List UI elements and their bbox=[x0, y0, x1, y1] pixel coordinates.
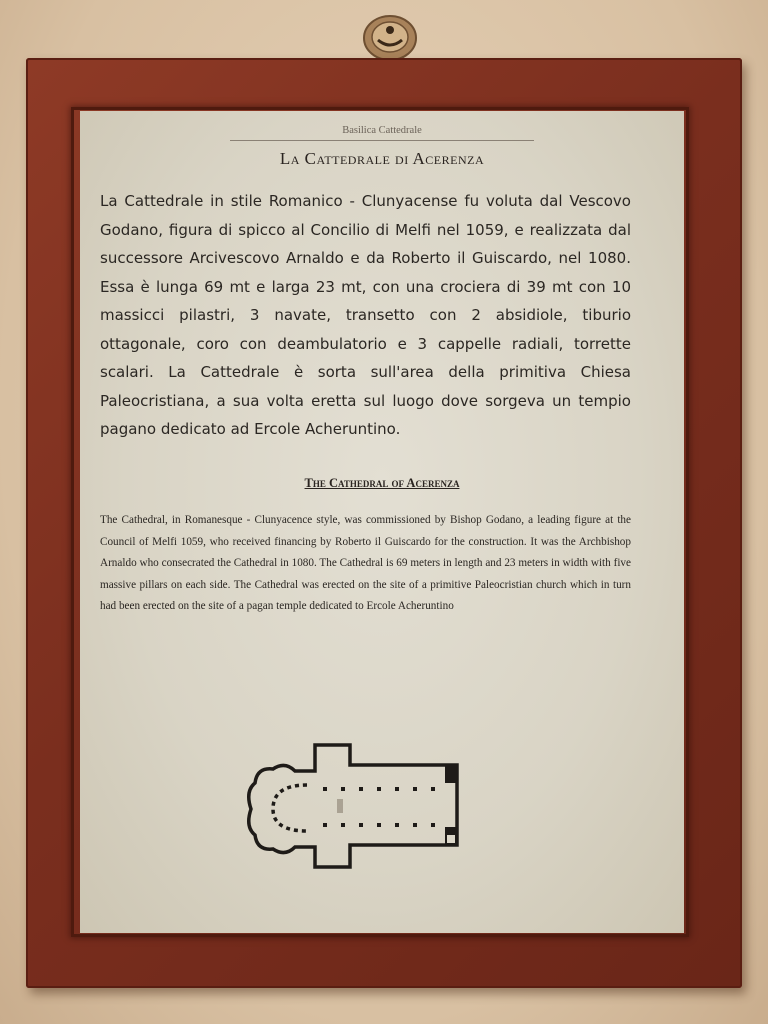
cathedral-floor-plan-icon bbox=[245, 739, 485, 879]
notice-sheet bbox=[80, 111, 684, 933]
title-english: The Cathedral of Acerenza bbox=[304, 476, 460, 490]
body-text-italian: La Cattedrale in stile Romanico - Clunyacense fu voluta dal Vescovo Godano, figura di spicco al Concilio di Melfi nel 1059, e realizzata dal successore Arcivescovo Arnaldo e da Roberto il Guiscardo, nel 1080. Essa è lunga 69 mt e larga 23 mt, con una crociera di 39 mt con 10 massicci pilastri, 3 navate, transetto con 2 absidiole, tiburio ottagonale, coro con deambulatorio e 3 cappelle radiali, torrette scalari. La Cattedrale è sorta sull'area della primitiva Chiesa Paleocristiana, a sua volta eretta sul luogo dove sorgeva un tempio pagano dedicato ad Ercole Acheruntino. bbox=[100, 192, 631, 438]
overline-divider bbox=[230, 140, 534, 141]
wall-hook-icon bbox=[360, 10, 420, 60]
notice-overline: Basilica Cattedrale bbox=[342, 125, 422, 136]
title-italian: La Cattedrale di Acerenza bbox=[279, 149, 485, 168]
body-text-english: The Cathedral, in Romanesque - Clunyacence style, was commissioned by Bishop Godano, a leading figure at the Council of Melfi 1059, who received financing by Roberto il Guiscardo for the construction. It was the Archbishop Arnaldo who consecrated the Cathedral in 1080. The Cathedral is 69 meters in length and 23 meters in width with five massive pillars on each side. The Cathedral was erected on the site of a primitive Paleocristian church which in turn had been erected on the site of a pagan temple dedicated to Ercole Acheruntino bbox=[100, 514, 631, 613]
